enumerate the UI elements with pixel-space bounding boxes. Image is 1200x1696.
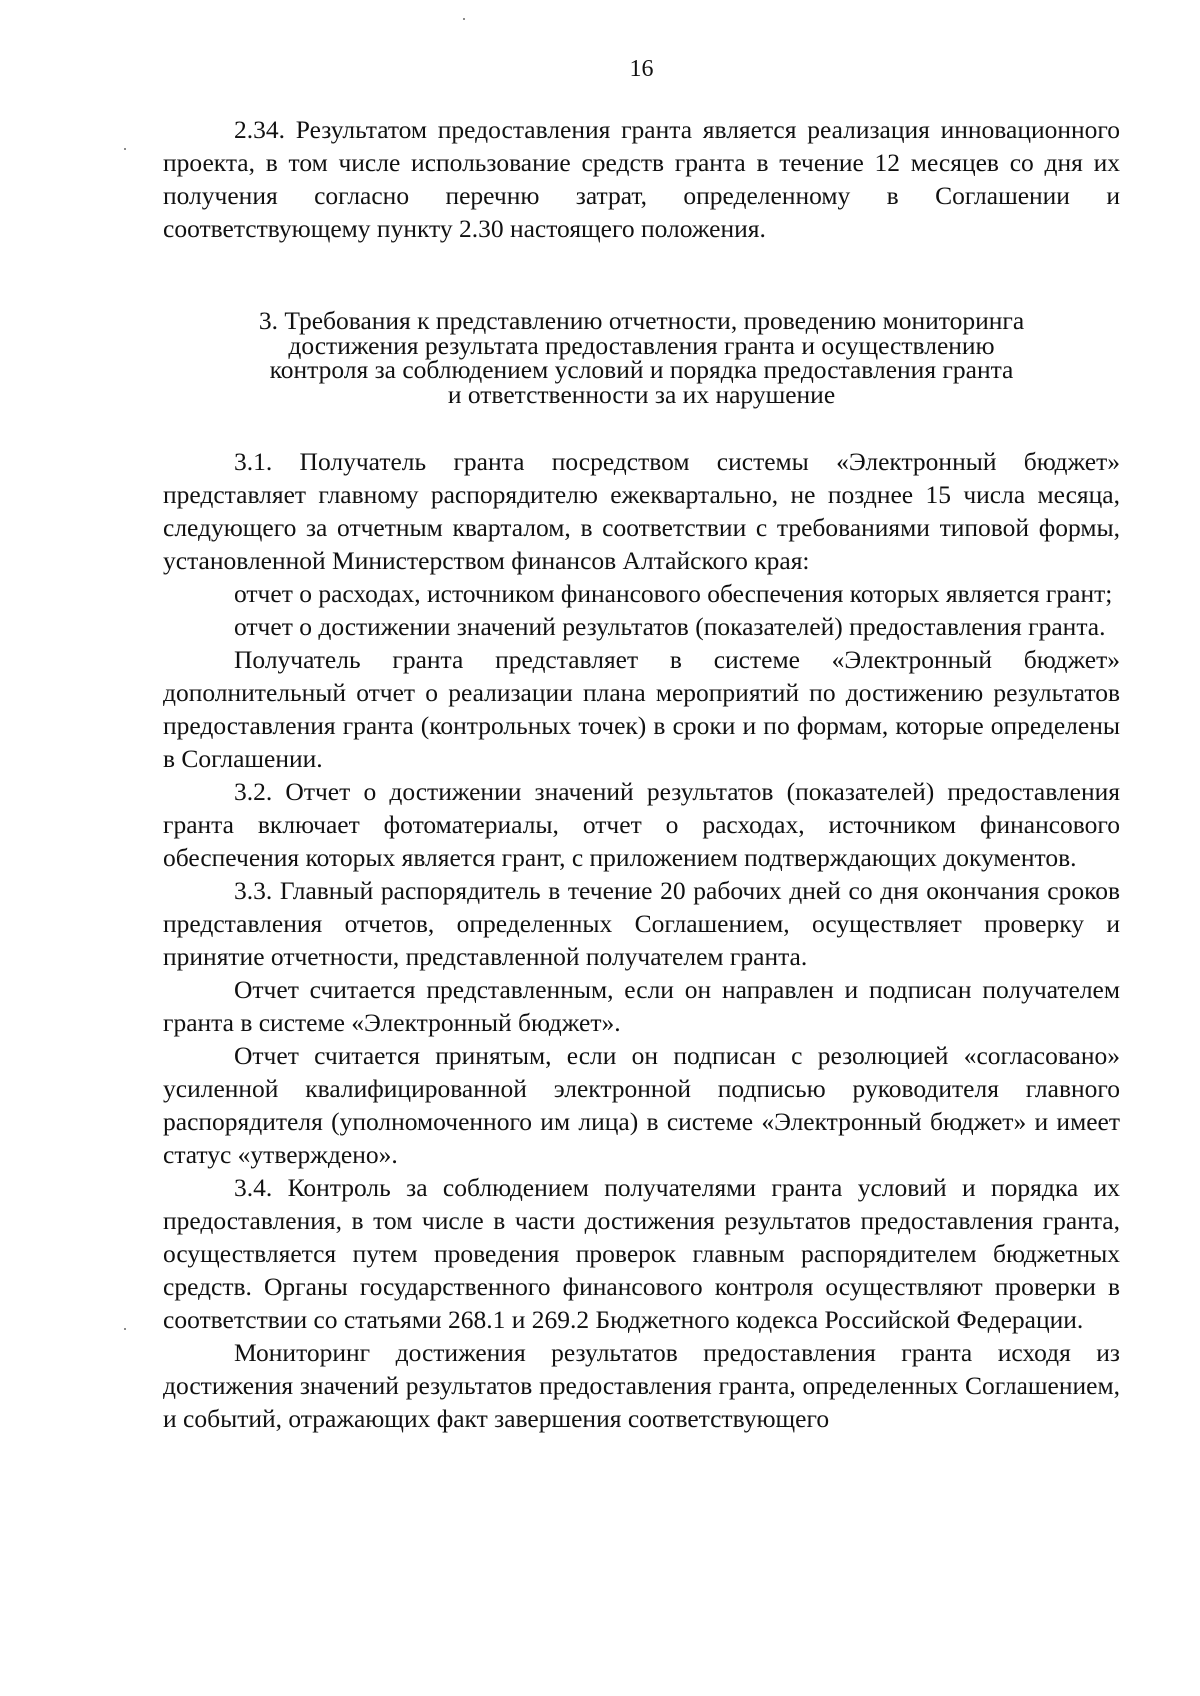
section-3-heading-line-1: 3. Требования к представлению отчетности, проведению мониторинга	[258, 306, 1025, 335]
section-3-heading-line-3: контроля за соблюдением условий и порядка предоставления гранта	[269, 355, 1014, 384]
clause-2-34: 2.34. Результатом предоставления гранта является реализация инновационного проекта, в том числе использование средств гранта в течение 12 месяцев со дня их получения согласно перечню затрат, определенному в Соглашении и соответствующему пункту 2.30 настоящего положения.	[163, 115, 1120, 243]
clause-3-2: 3.2. Отчет о достижении значений результатов (показателей) предоставления гранта включает фотоматериалы, отчет о расходах, источником финансового обеспечения которых является грант, с приложением подтверждающих документов.	[163, 777, 1120, 872]
report-expenses-item: отчет о расходах, источником финансового обеспечения которых является грант;	[234, 579, 1113, 608]
scan-speck	[124, 1328, 126, 1330]
report-results-item: отчет о достижении значений результатов (показателей) предоставления гранта.	[234, 612, 1106, 641]
section-3-body	[163, 445, 1120, 1435]
scan-speck	[463, 18, 465, 20]
section-3-heading-line-2: достижения результата предоставления гранта и осуществлению	[288, 330, 995, 360]
clause-2-34-block	[163, 113, 1120, 245]
report-submitted-paragraph: Отчет считается представленным, если он направлен и подписан получателем гранта в системе «Электронный бюджет».	[163, 975, 1120, 1037]
clause-3-1: 3.1. Получатель гранта посредством системы «Электронный бюджет» представляет главному распорядителю ежеквартально, не позднее 15 числа месяца, следующего за отчетным кварталом, в соответствии с требованиями типовой формы, установленной Министерством финансов Алтайского края:	[163, 447, 1120, 575]
document-page	[163, 0, 1120, 1696]
section-3-heading	[163, 306, 1120, 409]
monitoring-paragraph: Мониторинг достижения результатов предоставления гранта исходя из достижения значений результатов предоставления гранта, определенных Соглашением, и событий, отражающих факт завершения соответствующего	[163, 1338, 1120, 1433]
section-3-heading-line-4: и ответственности за их нарушение	[447, 379, 836, 409]
clause-3-3: 3.3. Главный распорядитель в течение 20 рабочих дней со дня окончания сроков представления отчетов, определенных Соглашением, осуществляет проверку и принятие отчетности, представленной получателем гранта.	[163, 876, 1120, 971]
additional-report-paragraph: Получатель гранта представляет в системе «Электронный бюджет» дополнительный отчет о реализации плана мероприятий по достижению результатов предоставления гранта (контрольных точек) в сроки и по формам, которые определены в Соглашении.	[163, 645, 1120, 773]
report-accepted-paragraph: Отчет считается принятым, если он подписан с резолюцией «согласовано» усиленной квалифицированной электронной подписью руководителя главного распорядителя (уполномоченного им лица) в системе «Электронный бюджет» и имеет статус «утверждено».	[163, 1041, 1120, 1169]
scan-speck	[124, 148, 126, 150]
page-number: 16	[629, 56, 654, 82]
clause-3-4: 3.4. Контроль за соблюдением получателями гранта условий и порядка их предоставления, в том числе в части достижения результатов предоставления гранта, осуществляется путем проведения проверок главным распорядителем бюджетных средств. Органы государственного финансового контроля осуществляют проверки в соответствии со статьями 268.1 и 269.2 Бюджетного кодекса Российской Федерации.	[163, 1173, 1120, 1334]
